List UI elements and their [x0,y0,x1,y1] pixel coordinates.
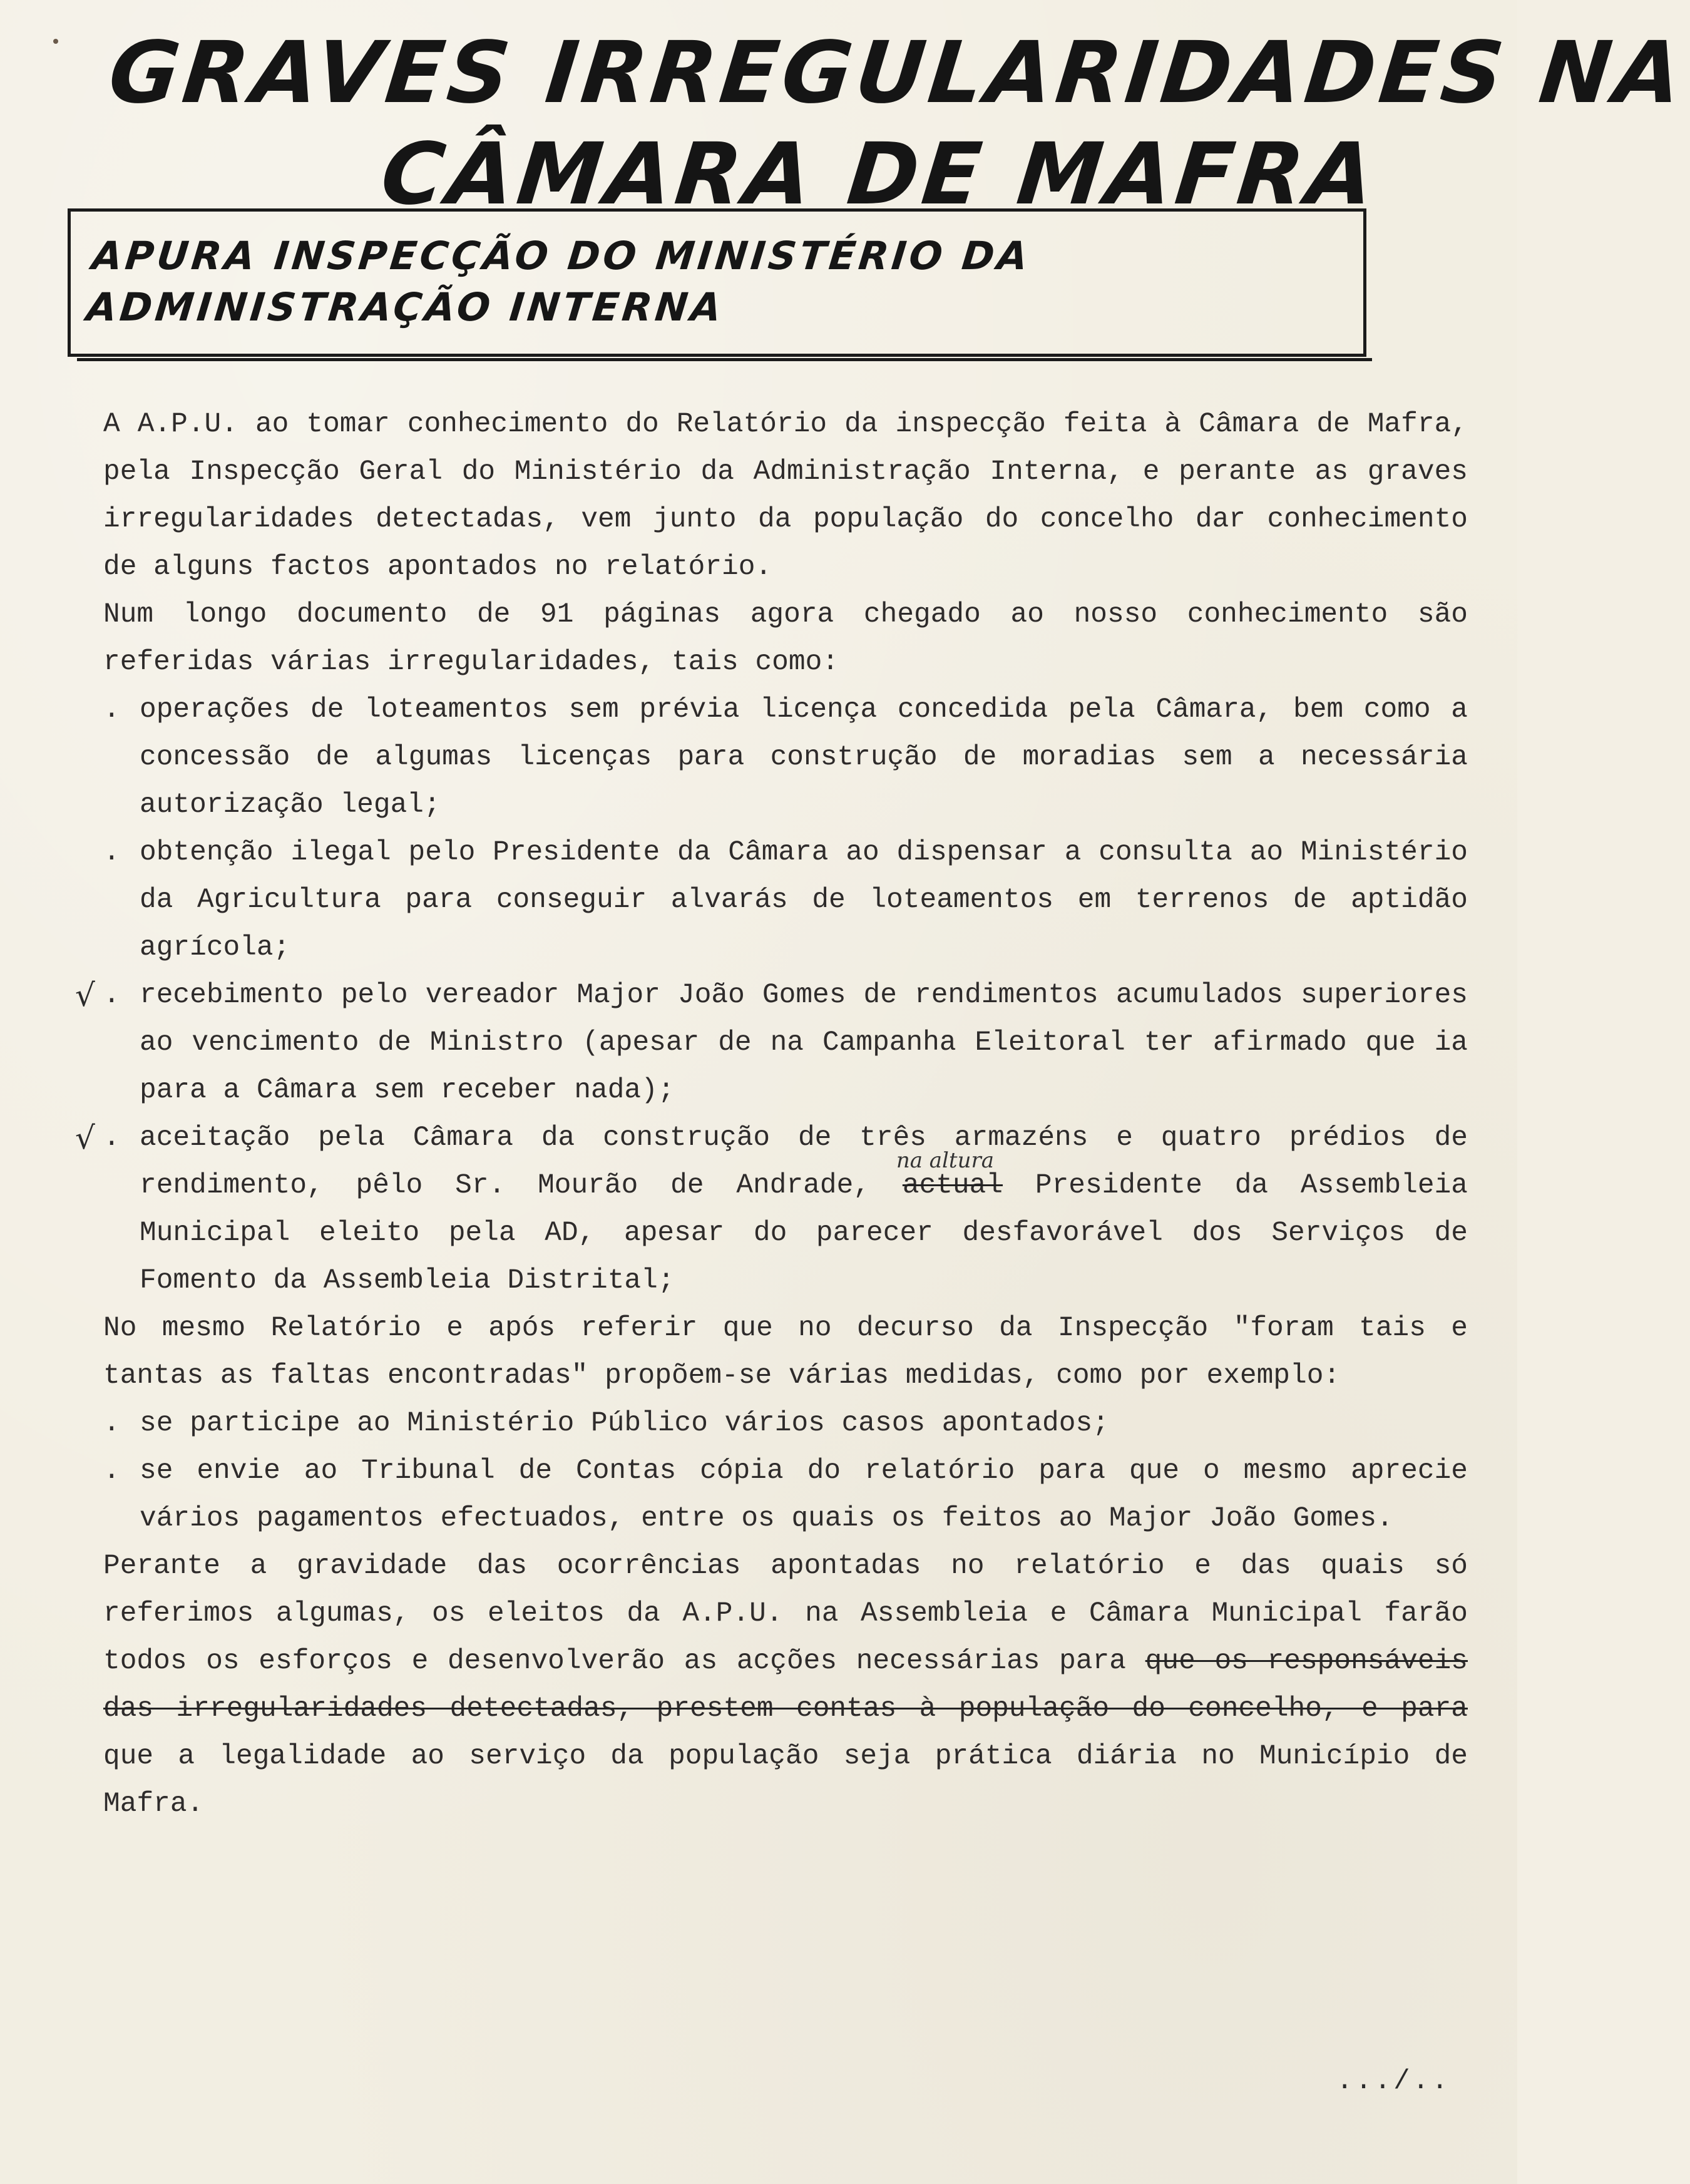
subtitle-box [68,208,1366,357]
handwritten-correction: na altura [896,1148,995,1173]
struck-text: que os responsáveis das irregularidades detectadas, prestem contas à população do concelho, e para [103,1646,1468,1725]
checkmark-icon: √ [75,1120,95,1156]
closing-text-end: que a legalidade ao serviço da população seja prática diária no Município de Mafra. [103,1741,1468,1820]
list-item [103,829,1468,972]
bullet-dot: . [103,837,120,868]
list-item-text: se envie ao Tribunal de Contas cópia do relatório para que o mesmo aprecie vários pagamentos efectuados, entre os quais os feitos ao Major João Gomes. [140,1455,1468,1534]
list-item [75,1114,1468,1305]
intro-paragraph: A A.P.U. ao tomar conhecimento do Relatório da inspecção feita à Câmara de Mafra, pela Inspecção Geral do Ministério da Administração Interna, e perante as graves irregularidades detectadas, vem junto da população do concelho dar conhecimento de alguns factos apontados no relatório. [103,409,1468,583]
body-text [75,401,1468,1828]
list-item-text: operações de loteamentos sem prévia licença concedida pela Câmara, bem como a concessão de algumas licenças para construção de moradias sem a necessária autorização legal; [140,694,1468,821]
page-continuation: .../.. [1336,2066,1451,2097]
ink-speck [53,39,58,44]
closing-paragraph [103,1542,1468,1828]
subtitle: APURA INSPECÇÃO DO MINISTÉRIO DA ADMINISTRAÇÃO INTERNA [84,233,1033,330]
list-item-text: se participe ao Ministério Público vários casos apontados; [140,1408,1109,1439]
headline-line-1: GRAVES IRREGULARIDADES NA [104,24,1690,123]
list-item [103,1447,1468,1542]
headline-line-2: CÂMARA DE MAFRA [376,125,1382,224]
bullet-dot: . [103,1122,120,1154]
bullet-dot: . [103,980,120,1011]
list-item-text: aceitação pela Câmara da construção de três armazéns e quatro prédios de rendimento, pêlo Sr. Mourão de Andrade, [140,1122,1468,1201]
measures-intro: No mesmo Relatório e após referir que no decurso da Inspecção "foram tais e tantas as faltas encontradas" propõem-se várias medidas, como por exemplo: [103,1313,1468,1392]
list-item-text: obtenção ilegal pelo Presidente da Câmara ao dispensar a consulta ao Ministério da Agricultura para conseguir alvarás de loteamentos em terrenos de aptidão agrícola; [140,837,1468,963]
bullet-dot: . [103,1408,120,1439]
bullet-dot: . [103,1455,120,1487]
list-item [103,1400,1468,1447]
intro-paragraph-2: Num longo documento de 91 páginas agora chegado ao nosso conhecimento são referidas várias irregularidades, tais como: [103,599,1468,678]
bullet-dot: . [103,694,120,725]
struck-word: actual [902,1170,1003,1201]
closing-text: Perante a gravidade das ocorrências apontadas no relatório e das quais só referimos algumas, os eleitos da A.P.U. na Assembleia e Câmara Municipal farão todos os esforços e desenvolverão as acções necessárias para [103,1551,1468,1677]
checkmark-icon: √ [75,977,95,1013]
list-item-text-continued: Presidente da Assembleia Municipal eleito pela AD, apesar do parecer desfavorável dos Serviços de Fomento da Assembleia Distrital; [140,1170,1468,1296]
list-item-text: recebimento pelo vereador Major João Gomes de rendimentos acumulados superiores ao vencimento de Ministro (apesar de na Campanha Eleitoral ter afirmado que ia para a Câmara sem receber nada); [140,980,1468,1106]
list-item [75,972,1468,1114]
list-item [103,686,1468,829]
